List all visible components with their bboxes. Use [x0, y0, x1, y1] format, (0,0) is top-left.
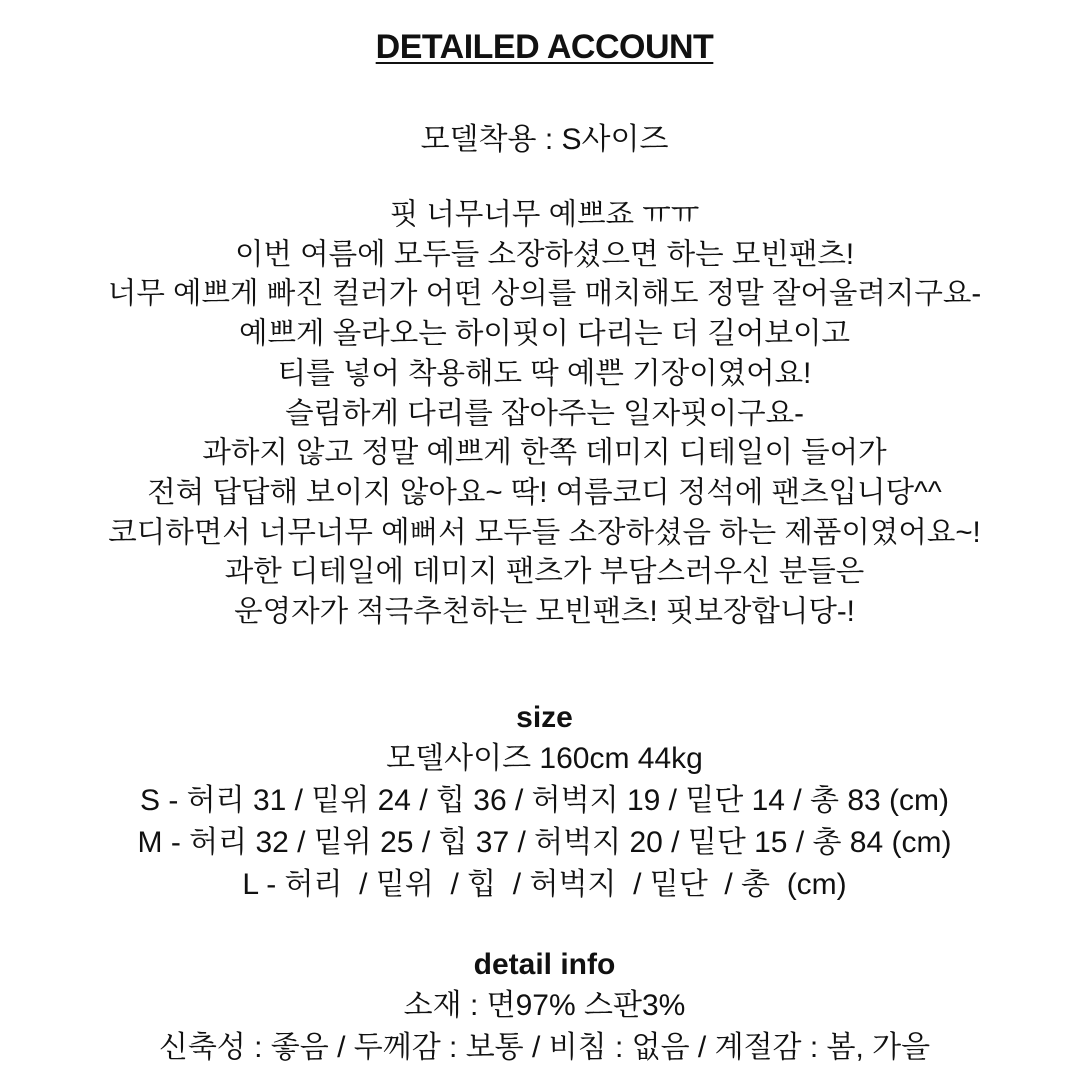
detail-info-section [0, 945, 1089, 1069]
product-description [0, 195, 1089, 632]
size-row-s: S - 허리 31 / 밑위 24 / 힙 36 / 허벅지 19 / 밑단 14 / 총 83 (cm) [139, 784, 949, 817]
model-size: 모델사이즈 160cm 44kg [386, 742, 703, 775]
fabric-properties: 신축성 : 좋음 / 두께감 : 보통 / 비침 : 없음 / 계절감 : 봄, 가을 [158, 1031, 931, 1064]
description-line: 과한 디테일에 데미지 팬츠가 부담스러우신 분들은 [224, 555, 865, 589]
description-line: 과하지 않고 정말 예쁘게 한쪽 데미지 디테일이 들어가 [202, 436, 887, 470]
description-line: 예쁘게 올라오는 하이핏이 다리는 더 길어보이고 [239, 317, 850, 351]
description-line: 티를 넣어 착용해도 딱 예쁜 기장이였어요! [277, 356, 812, 390]
material-info: 소재 : 면97% 스판3% [403, 989, 686, 1022]
description-line: 운영자가 적극추천하는 모빈팬츠! 핏보장합니당-! [234, 595, 855, 629]
description-line: 핏 너무너무 예쁘죠 ㅠㅠ [389, 198, 700, 231]
detail-info-list [0, 985, 1089, 1069]
detail-info-heading: detail info [473, 948, 616, 981]
description-line: 코디하면서 너무너무 예뻐서 모두들 소장하셨음 하는 제품이였어요~! [108, 515, 981, 549]
description-line: 너무 예쁘게 빠진 컬러가 어떤 상의를 매치해도 정말 잘어울려지구요- [107, 277, 982, 311]
size-row-l: L - 허리 / 밑위 / 힙 / 허벅지 / 밑단 / 총 (cm) [242, 868, 847, 901]
size-row-m: M - 허리 32 / 밑위 25 / 힙 37 / 허벅지 20 / 밑단 15 / 총 84 (cm) [137, 826, 952, 859]
description-line: 슬림하게 다리를 잡아주는 일자핏이구요- [285, 396, 804, 430]
page-title: DETAILED ACCOUNT [375, 28, 714, 66]
size-section [0, 698, 1089, 906]
description-line: 이번 여름에 모두들 소장하셨으면 하는 모빈팬츠! [234, 237, 855, 271]
size-heading: size [516, 701, 573, 734]
model-wear-info: 모델착용 : S사이즈 [420, 123, 669, 156]
size-table [0, 738, 1089, 906]
description-line: 전혀 답답해 보이지 않아요~ 딱! 여름코디 정석에 팬츠입니당^^ [147, 475, 942, 509]
